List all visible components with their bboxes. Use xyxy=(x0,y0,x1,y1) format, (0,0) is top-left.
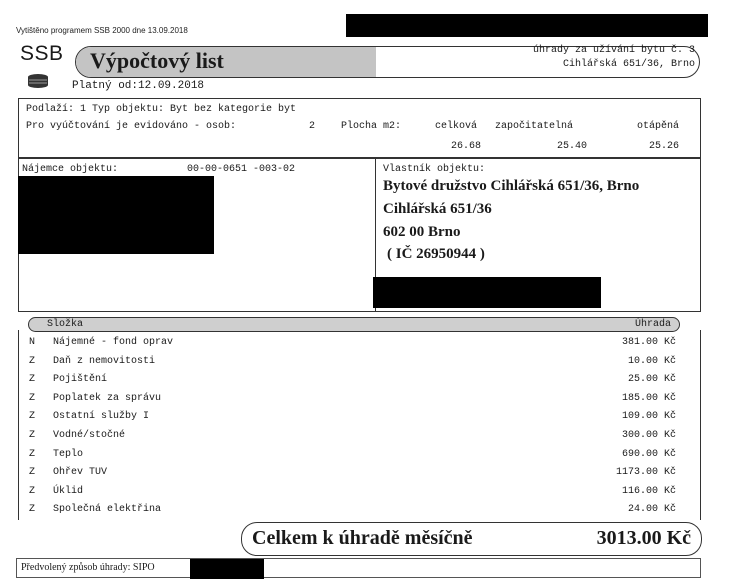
redacted-block xyxy=(346,14,708,37)
item-amount: 25.00 Kč xyxy=(627,374,676,386)
item-row xyxy=(19,370,700,389)
items-list xyxy=(18,330,701,520)
item-name: Teplo xyxy=(53,448,84,460)
owner-label: Vlastník objektu: xyxy=(383,164,486,175)
redacted-sipo-number xyxy=(190,559,264,579)
item-amount: 381.00 Kč xyxy=(621,337,676,348)
item-code: Z xyxy=(29,430,36,441)
item-amount: 300.00 Kč xyxy=(621,430,676,441)
item-code: Z xyxy=(29,467,36,479)
item-amount: 116.00 Kč xyxy=(621,485,676,497)
item-amount: 24.00 Kč xyxy=(627,504,676,516)
area-label: Plocha m2: xyxy=(341,121,402,132)
item-name: Ohřev TUV xyxy=(53,467,108,479)
item-row xyxy=(19,407,700,426)
payment-method-box xyxy=(16,558,701,578)
item-amount: 1173.00 Kč xyxy=(615,467,676,479)
total-banner xyxy=(241,522,702,556)
purpose-line-1: úhrady za užívání bytu č. 3 xyxy=(532,45,695,56)
payment-column-header: Úhrada xyxy=(634,319,671,330)
persons-count: 2 xyxy=(309,121,316,132)
item-row xyxy=(19,389,700,408)
area-col-total: celková xyxy=(435,121,478,132)
area-col-heated: otápěná xyxy=(637,121,680,132)
coins-icon xyxy=(26,73,50,89)
tenant-label: Nájemce objektu: xyxy=(22,164,119,175)
tenant-id: 00-00-0651 -003-02 xyxy=(187,164,296,175)
item-code: Z xyxy=(29,392,36,404)
ssb-logo: SSB xyxy=(20,42,64,65)
area-total-value: 26.68 xyxy=(451,141,482,152)
item-amount: 690.00 Kč xyxy=(621,448,676,460)
owner-name: Bytové družstvo Cihlářská 651/36, Brno xyxy=(383,178,640,194)
owner-street: Cihlářská 651/36 xyxy=(383,201,492,217)
item-amount: 185.00 Kč xyxy=(621,392,676,404)
item-row xyxy=(19,426,700,445)
item-amount: 10.00 Kč xyxy=(627,355,676,367)
property-info-box xyxy=(18,98,701,158)
purpose-line-2: Cihlářská 651/36, Brno xyxy=(562,59,695,70)
property-floor-type: Podlaží: 1 Typ objektu: Byt bez kategorie byt xyxy=(26,104,297,115)
item-name: Ostatní služby I xyxy=(53,411,150,423)
item-code: Z xyxy=(29,485,36,497)
owner-city: 602 00 Brno xyxy=(383,224,461,240)
item-name: Společná elektřina xyxy=(53,504,162,516)
redacted-tenant-name xyxy=(18,176,214,254)
item-amount: 109.00 Kč xyxy=(621,411,676,423)
item-row xyxy=(19,463,700,482)
item-row xyxy=(19,482,700,501)
item-name: Vodné/stočné xyxy=(53,430,126,441)
item-name: Daň z nemovitosti xyxy=(53,355,156,367)
item-name: Nájemné - fond oprav xyxy=(53,337,174,348)
persons-label: Pro vyúčtování je evidováno - osob: xyxy=(26,121,237,132)
item-code: N xyxy=(29,337,36,348)
item-code: Z xyxy=(29,374,36,386)
area-counted-value: 25.40 xyxy=(557,141,588,152)
total-value: 3013.00 Kč xyxy=(596,527,691,549)
valid-from: Platný od:12.09.2018 xyxy=(72,80,205,92)
owner-ico: ( IČ 26950944 ) xyxy=(387,246,485,262)
item-column-header: Složka xyxy=(47,319,84,330)
item-row xyxy=(19,445,700,464)
item-code: Z xyxy=(29,355,36,367)
item-name: Úklid xyxy=(53,485,84,497)
item-row xyxy=(19,500,700,519)
redacted-owner-detail xyxy=(373,277,601,308)
printed-by-note: Vytištěno programem SSB 2000 dne 13.09.2018 xyxy=(16,26,188,35)
item-code: Z xyxy=(29,411,36,423)
item-name: Pojištění xyxy=(53,374,108,386)
document-title: Výpočtový list xyxy=(90,48,224,73)
item-row xyxy=(19,352,700,371)
item-code: Z xyxy=(29,448,36,460)
item-row xyxy=(19,333,700,352)
item-code: Z xyxy=(29,504,36,516)
area-col-counted: započitatelná xyxy=(495,121,574,132)
payment-method: Předvolený způsob úhrady: SIPO xyxy=(21,562,155,573)
item-name: Poplatek za správu xyxy=(53,392,162,404)
total-label: Celkem k úhradě měsíčně xyxy=(252,527,473,549)
area-heated-value: 25.26 xyxy=(649,141,680,152)
